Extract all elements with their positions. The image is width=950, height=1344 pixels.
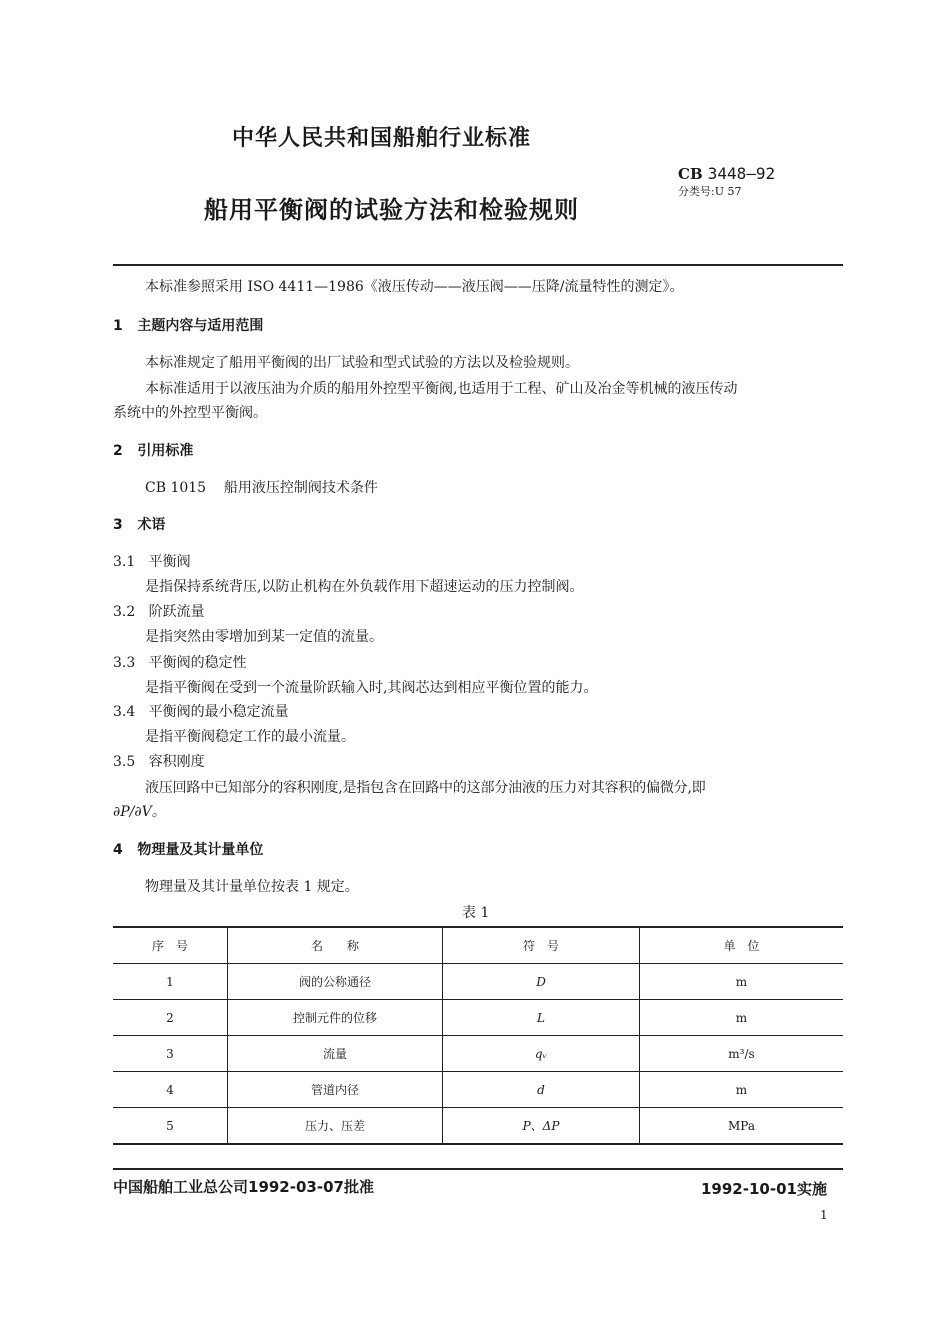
intro-paragraph: 本标准参照采用 ISO 4411—1986《液压传动——液压阀——压降/流量特性的测定》。 [145,279,684,295]
cell-unit: m [640,1072,844,1108]
referenced-standard-code: CB 1015 [145,480,207,496]
units-table [113,926,843,1145]
standard-code-prefix: CB [678,165,703,183]
table-row [113,1072,843,1108]
section-1-title: 主题内容与适用范围 [137,318,264,334]
term-3-3-definition: 是指平衡阀在受到一个流量阶跃输入时,其阀芯达到相应平衡位置的能力。 [145,680,598,696]
section-3-number: 3 [113,517,123,533]
term-3-2-definition: 是指突然由零增加到某一定值的流量。 [145,629,383,645]
table-caption: 表 1 [462,905,490,921]
term-number: 3.5 [113,754,136,770]
referenced-standard-title: 船用液压控制阀技术条件 [223,480,378,496]
section-1-paragraph-2-line-2: 系统中的外控型平衡阀。 [113,405,267,421]
cell-name: 阀的公称通径 [228,964,443,1000]
header-divider [113,264,843,266]
table-header-row [113,927,843,964]
term-number: 3.1 [113,554,136,570]
classification-number: 分类号:U 57 [678,185,742,198]
approval-line: 中国船舶工业总公司1992-03-07批准 [113,1178,374,1196]
cell-unit: m³/s [640,1036,844,1072]
term-number: 3.3 [113,655,136,671]
cell-unit: m [640,964,844,1000]
column-header-unit: 单 位 [640,927,844,964]
cell-symbol: D [443,964,640,1000]
section-2-heading [113,440,193,460]
column-header-name: 名 称 [228,927,443,964]
term-3-5-definition: 液压回路中已知部分的容积刚度,是指包含在回路中的这部分油液的压力对其容积的偏微分,即 [145,780,706,796]
cell-name: 流量 [228,1036,443,1072]
column-header-symbol: 符 号 [443,927,640,964]
term-name: 平衡阀的最小稳定流量 [148,704,289,720]
section-2-title: 引用标准 [137,443,194,459]
section-3-heading [113,514,165,534]
page-number: 1 [820,1208,828,1222]
term-3-5-formula: ∂P/∂V。 [113,804,166,820]
cell-number: 1 [113,964,228,1000]
cell-symbol: d [443,1072,640,1108]
term-3-1-definition: 是指保持系统背压,以防止机构在外负载作用下超速运动的压力控制阀。 [145,579,584,595]
section-1-heading [113,315,263,335]
standard-code [678,164,775,183]
table-row [113,1036,843,1072]
column-header-number: 序 号 [113,927,228,964]
section-3-title: 术语 [137,517,166,533]
document-title: 船用平衡阀的试验方法和检验规则 [204,196,579,224]
table-row [113,1108,843,1145]
cell-symbol: L [443,1000,640,1036]
section-4-title: 物理量及其计量单位 [137,842,264,858]
referenced-standard [145,477,378,497]
footer-divider [113,1168,843,1170]
term-name: 平衡阀 [148,554,191,570]
section-4-number: 4 [113,842,123,858]
cell-number: 2 [113,1000,228,1036]
term-name: 阶跃流量 [148,604,205,620]
cell-name: 压力、压差 [228,1108,443,1145]
section-1-paragraph-1: 本标准规定了船用平衡阀的出厂试验和型式试验的方法以及检验规则。 [145,355,579,371]
term-name: 容积刚度 [148,754,205,770]
org-title: 中华人民共和国船舶行业标准 [232,126,532,151]
cell-name: 管道内径 [228,1072,443,1108]
cell-name: 控制元件的位移 [228,1000,443,1036]
term-3-4-heading [113,701,289,721]
standard-code-number: 3448—92 [707,164,776,183]
term-3-2-heading [113,601,205,621]
cell-number: 3 [113,1036,228,1072]
section-1-paragraph-2-line-1: 本标准适用于以液压油为介质的船用外控型平衡阀,也适用于工程、矿山及冶金等机械的液压传动 [145,381,738,397]
table-row [113,964,843,1000]
term-name: 平衡阀的稳定性 [148,655,247,671]
section-2-number: 2 [113,443,123,459]
cell-number: 5 [113,1108,228,1145]
cell-unit: MPa [640,1108,844,1145]
cell-symbol: qᵥ [443,1036,640,1072]
term-number: 3.4 [113,704,136,720]
cell-number: 4 [113,1072,228,1108]
table-row [113,1000,843,1036]
effective-date-line: 1992-10-01实施 [701,1180,827,1198]
term-3-5-heading [113,751,205,771]
term-3-4-definition: 是指平衡阀稳定工作的最小流量。 [145,729,355,745]
term-3-3-heading [113,652,247,672]
term-number: 3.2 [113,604,136,620]
section-4-heading [113,839,263,859]
section-1-number: 1 [113,318,123,334]
section-4-paragraph: 物理量及其计量单位按表 1 规定。 [145,879,359,895]
cell-unit: m [640,1000,844,1036]
term-3-1-heading [113,551,191,571]
cell-symbol: P、ΔP [443,1108,640,1145]
